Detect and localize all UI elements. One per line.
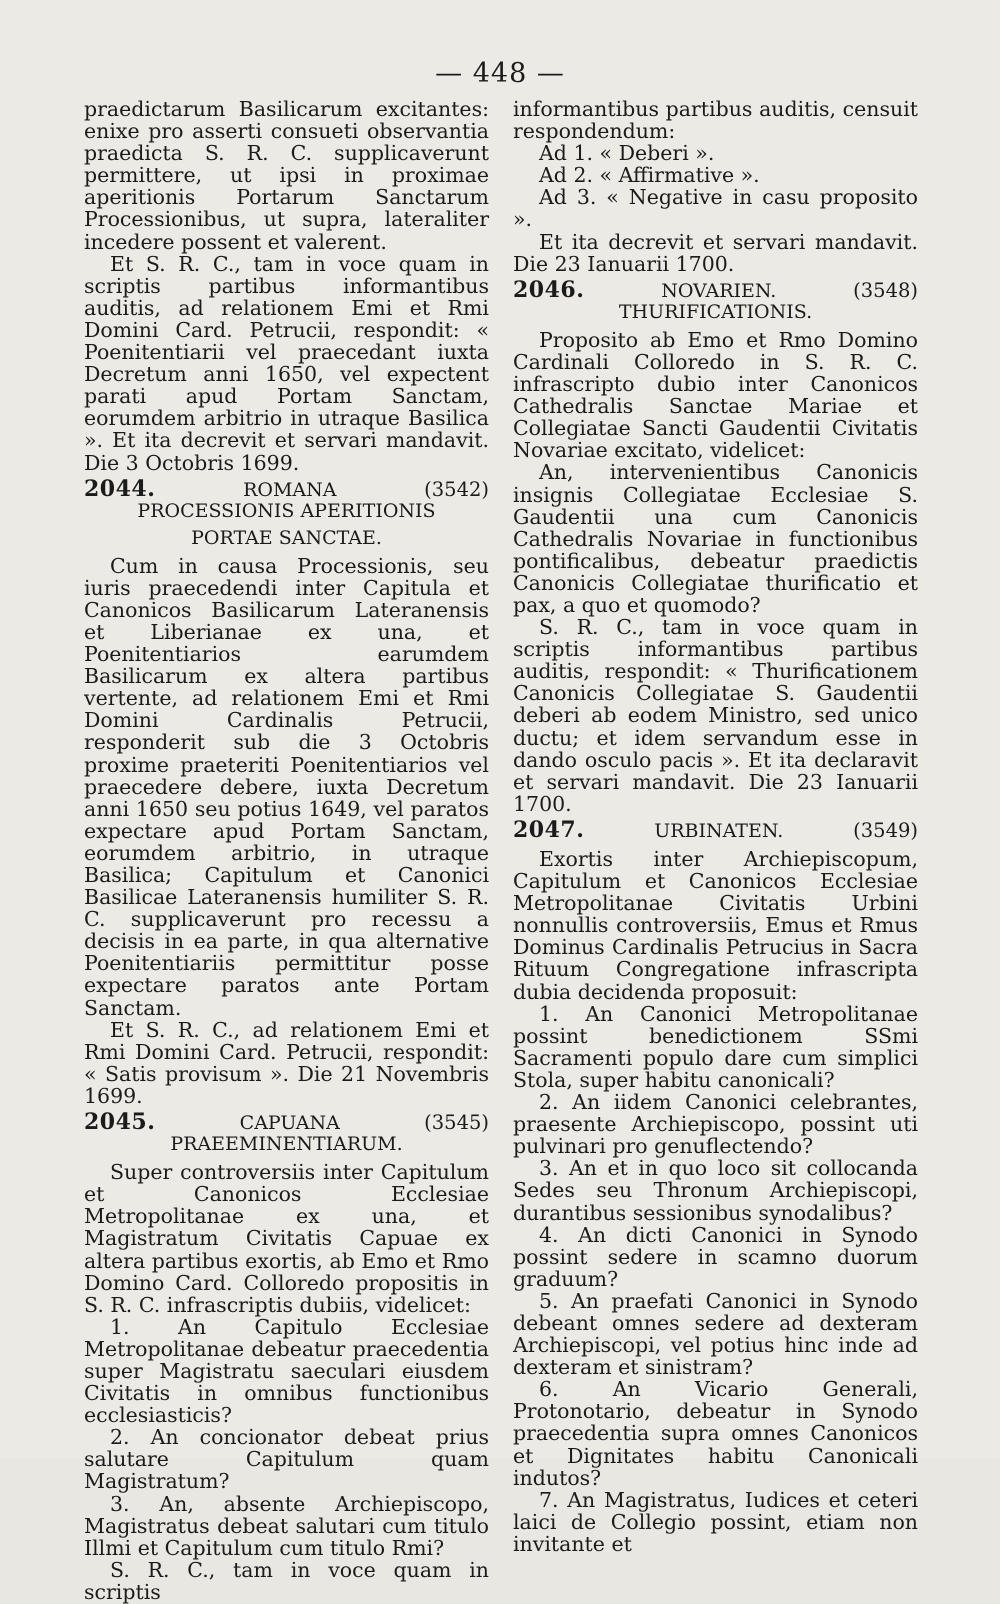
paragraph: Proposito ab Emo et Rmo Domino Cardinali Colloredo in S. R. C. infrascripto dubio inter Canonicos Cathedralis Sanctae Mariae et Collegiatae Sancti Gaudentii Civitatis Novariae excitato, videlicet: — [513, 327, 918, 463]
paragraph: 7. An Magistratus, Iudices et ceteri laici de Collegio possint, etiam non invitante et — [513, 1487, 918, 1556]
entry-number: 2044. — [84, 475, 156, 502]
paragraph: 2. An concionator debeat prius salutare Capitulum quam Magistratum? — [84, 1425, 489, 1494]
paragraph: informantibus partibus auditis, censuit respondendum: — [513, 97, 918, 144]
entry-heading — [84, 1111, 489, 1134]
paragraph: 1. An Canonici Metropolitanae possint benedictionem SSmi Sacramenti populo dare cum simplici Stola, super habitu canonicali? — [513, 1001, 918, 1092]
entry-heading — [513, 816, 918, 843]
entry-number: 2046. — [513, 276, 585, 303]
right-column — [513, 98, 918, 1555]
left-column — [84, 98, 489, 1603]
paragraph: Et ita decrevit et servari mandavit. Die 23 Ianuarii 1700. — [513, 229, 918, 276]
entry-reference: (3548) — [853, 278, 918, 302]
paragraph: praedictarum Basilicarum excitantes: enixe pro asserti consueti observantia praedicta S. R. C. supplicaverunt permittere, ut ipsi in proximae aperitionis Portarum Sanctarum Processionibus, ut supra, lateraliter incedere possent et valerent. — [84, 97, 489, 254]
paragraph: An, intervenientibus Canonicis insignis Collegiatae Ecclesiae S. Gaudentii una cum Canonicis Cathedralis Novariae in functionibus pontificalibus, debeatur praedictis Canonicis Collegiatae thurificatio et pax, a quo et quomodo? — [513, 460, 918, 617]
paragraph: Et S. R. C., tam in voce quam in scriptis partibus informantibus auditis, ad relationem Emi et Rmi Domini Card. Petrucii, respondit: « Poenitentiarii vel praecedant iuxta Decretum anni 1650, vel expectent parati apud Portam Sanctam, eorumdem arbitrio in utraque Basilica ». Et ita decrevit et servari mandavit. Die 3 Octobris 1699. — [84, 251, 489, 475]
paragraph: S. R. C., tam in voce quam in scriptis informantibus partibus auditis, respondit: « Thurificationem Canonicis Collegiatae S. Gaudentii deberi ab eodem Ministro, sed unico ductu; et idem servandum esse in dando osculo pacis ». Et ita declaravit et servari mandavit. Die 23 Ianuarii 1700. — [513, 615, 918, 816]
paragraph: 6. An Vicario Generali, Protonotario, debeatur in Synodo praecedentia supra omnes Canonicos et Dignitates habitu Canonicali indutos? — [513, 1377, 918, 1490]
paragraph: Ad 3. « Negative in casu proposito ». — [513, 185, 918, 232]
entry-title: CAPUANA — [239, 1112, 340, 1135]
entry-heading — [84, 475, 489, 502]
entry-title: URBINATEN. — [654, 819, 784, 842]
entry-number: 2047. — [513, 816, 585, 843]
paragraph: S. R. C., tam in voce quam in scriptis — [84, 1557, 489, 1604]
paragraph: Ad 1. « Deberi ». — [539, 141, 715, 166]
paragraph: Cum in causa Processionis, seu iuris praecedendi inter Capitula et Canonicos Basilicarum Lateranensis et Liberianae ex una, et Poenitentiarios earumdem Basilicarum ex altera partibus vertente, ad relationem Emi et Rmi Domini Cardinalis Petrucii, responderit sub die 3 Octobris proxime praeteriti Poenitentiarios vel praecedere debere, iuxta Decretum anni 1650 seu potius 1649, vel paratos expectare apud Portam Sanctam, eorumdem arbitrio, in utraque Basilica; Capitulum et Canonici Basilicae Lateranensis humiliter S. R. C. supplicaverunt pro recessu a decisis in ea parte, in qua alternative Poenitentiariis permittitur posse expectare paratos ante Portam Sanctam. — [84, 553, 489, 1020]
entry-reference: (3545) — [424, 1111, 489, 1135]
paragraph: 1. An Capitulo Ecclesiae Metropolitanae debeatur praecedentia super Magistratu saeculari eiusdem Civitatis in omnibus functionibus ecclesiasticis? — [84, 1314, 489, 1428]
paragraph: Super controversiis inter Capitulum et Canonicos Ecclesiae Metropolitanae ex una, et Magistratum Civitatis Capuae ex altera partibus exortis, ab Emo et Rmo Domino Card. Colloredo propositis in S. R. C. infrascriptis dubiis, videlicet: — [84, 1160, 489, 1317]
entry-number: 2045. — [84, 1109, 156, 1136]
paragraph: 3. An, absente Archiepiscopo, Magistratus debeat salutari cum titulo Illmi et Capitulum cum titulo Rmi? — [84, 1491, 489, 1560]
paragraph: 5. An praefati Canonici in Synodo debeant omnes sedere ad dexteram Archiepiscopi, vel potius hinc inde ad dexteram et sinistram? — [513, 1288, 918, 1380]
paragraph: Exortis inter Archiepiscopum, Capitulum et Canonicos Ecclesiae Metropolitanae Civitatis Urbini nonnullis controversiis, Emus et Rmus Dominus Cardinalis Petrucius in Sacra Rituum Congregatione infrascripta dubia decidenda proposuit: — [513, 847, 918, 1004]
entry-reference: (3542) — [424, 477, 489, 501]
entry-heading — [513, 276, 918, 303]
paragraph: 2. An iidem Canonici celebrantes, praesente Archiepiscopo, possint uti pulvinari pro genuflectendo? — [513, 1090, 918, 1159]
paragraph: 4. An dicti Canonici in Synodo possint sedere in scamno duorum graduum? — [513, 1222, 918, 1291]
paragraph: Ad 2. « Affirmative ». — [539, 163, 760, 188]
entry-reference: (3549) — [853, 818, 918, 842]
entry-title: ROMANA — [243, 478, 337, 501]
entry-title: NOVARIEN. — [661, 279, 777, 302]
entry-subtitle: PROCESSIONIS APERITIONIS — [137, 499, 436, 522]
entry-subtitle: THURIFICATIONIS. — [618, 300, 813, 323]
entry-subtitle: PORTAE SANCTAE. — [191, 526, 382, 549]
paragraph: Et S. R. C., ad relationem Emi et Rmi Domini Card. Petrucii, respondit: « Satis provisum ». Die 21 Novembris 1699. — [84, 1017, 489, 1108]
entry-subtitle: PRAEEMINENTIARUM. — [170, 1133, 403, 1156]
page-number: — 448 — — [435, 58, 565, 89]
paragraph: 3. An et in quo loco sit collocanda Sedes seu Thronum Archiepiscopi, durantibus sessionibus synodalibus? — [513, 1156, 918, 1225]
